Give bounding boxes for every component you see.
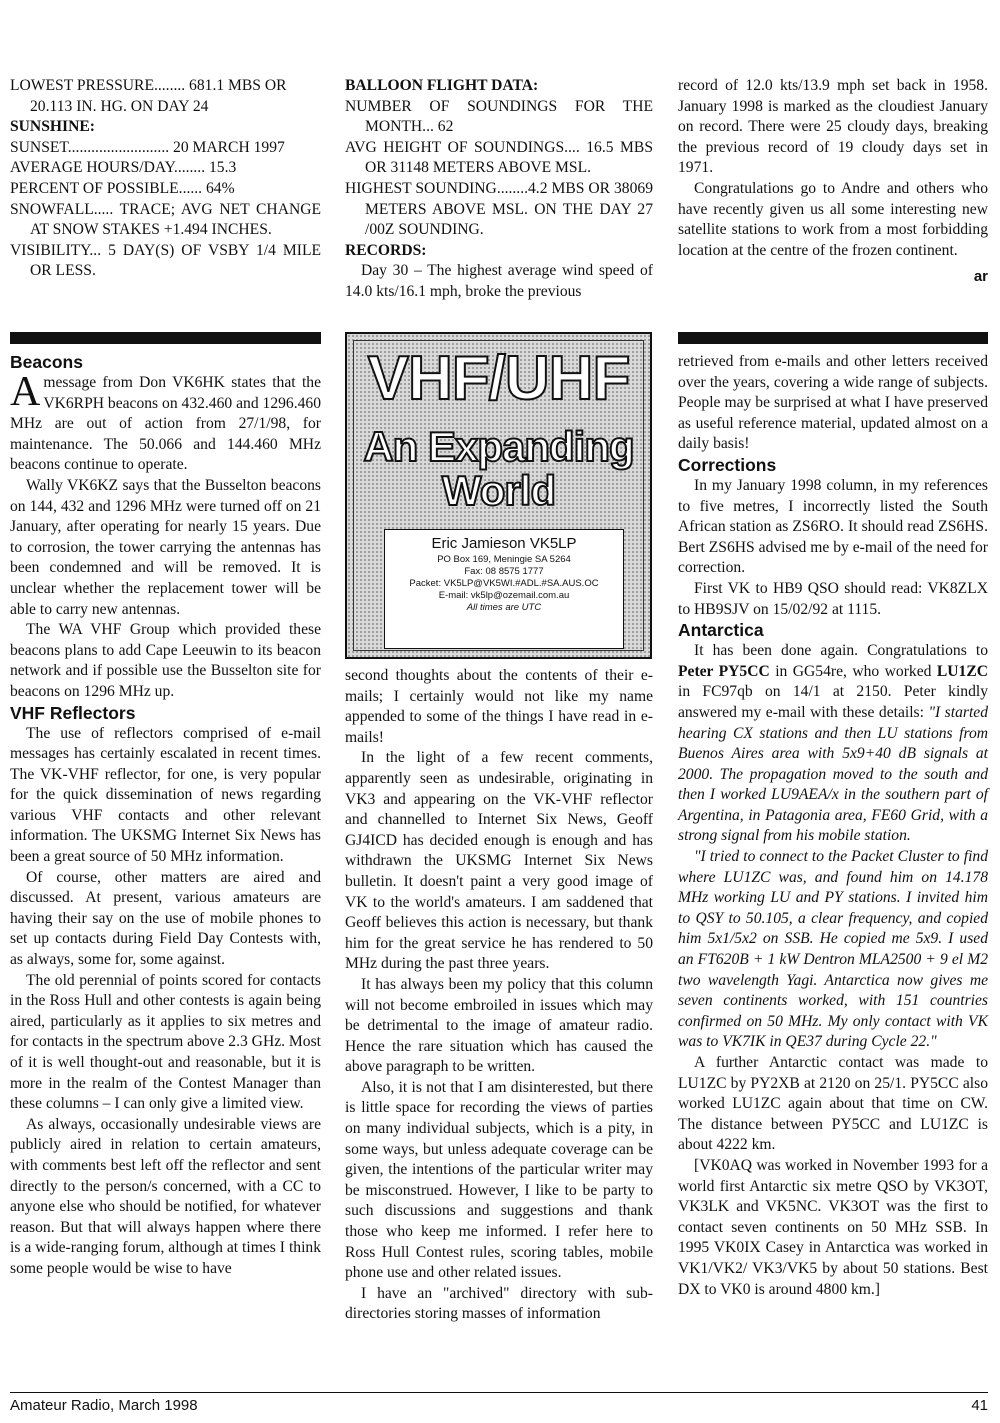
author-packet: Packet: VK5LP@VK5WI.#ADL.#SA.AUS.OC bbox=[409, 578, 599, 589]
corrections-paragraph-2: First VK to HB9 QSO should read: VK8ZLX to HB9SJV on 15/02/92 at 1115. bbox=[678, 579, 988, 618]
reflectors-paragraph-2: Of course, other matters are aired and discussed. At present, various amateurs are having their say on the use of mobile phones to set up contacts during Field Day Contests with, as always, some for, some against. bbox=[10, 868, 321, 969]
author-email: E-mail: vk5lp@ozemail.com.au bbox=[438, 590, 570, 601]
footer-publication: Amateur Radio, March 1998 bbox=[10, 1397, 198, 1414]
corrections-paragraph-1: In my January 1998 column, in my references to five metres, I incorrectly listed the South African station as ZS6RO. It should read ZS6HS. Bert ZS6HS advised me by e-mail of the need for correction. bbox=[678, 476, 988, 577]
article-end-signature: ar bbox=[973, 268, 988, 286]
balloon-flight-column bbox=[345, 76, 653, 303]
archive-paragraph: retrieved from e-mails and other letters received over the years, covering a wide range of subjects. People may be surprised at what I have preserved as useful reference material, updated almost on a daily basis! bbox=[678, 353, 988, 453]
drop-cap-letter: A bbox=[10, 369, 41, 415]
congratulations-paragraph: Congratulations go to Andre and others who have recently given us all some interesting new satellite stations to work from a most forbidding location at the centre of the frozen continent. bbox=[678, 179, 988, 259]
main-column-right bbox=[678, 352, 988, 1300]
page-footer bbox=[10, 1392, 988, 1414]
callsign-py5cc: Peter PY5CC bbox=[678, 662, 770, 680]
reflectors-paragraph-4: As always, occasionally undesirable views are publicly aired in relation to certain amateurs, with comments best left off the reflector and sent directly to the person/s concerned, with a CC to anyone else who should be notified, for whatever reason. But that will always happen where there is a wide-ranging forum, although at times I think some people would be wise to have bbox=[10, 1115, 321, 1277]
middle-paragraph-2: In the light of a few recent comments, apparently seen as undesirable, originating in VK3 and appearing on the VK-VHF reflector and channelled to Internet Six News, Geoff GJ4ICD has decided enough is enough and has withdrawn the UKSMG Internet Six News bulletin. It doesn't paint a very good image of VK to the world's amateurs. I am saddened that Geoff believes this action is necessary, but thank him for the great service he has rendered to 50 MHz during the past three years. bbox=[345, 749, 653, 973]
reflectors-paragraph-1: The use of reflectors comprised of e-mail messages has certainly escalated in recent times. The VK-VHF reflector, for one, is very popular for the quick dissemination of news regarding various VHF contacts and other relevant information. The UKSMG Internet Six News has been a great source of 50 MHz information. bbox=[10, 724, 321, 866]
antarctica-quote-paragraph: "I tried to connect to the Packet Cluster to find where LU1ZC was, and found him on 14.178 MHz working LU and PY stations. I invited him to QSY to 50.105, a clear frequency, and copied him 5x1/5x2 on SSB. He copied me 5x9. I used an FT620B + 1 kW Dentron MLA2500 + 9 el M2 two wavelength Yagi. Antarctica now gives me seven continents worked, with 151 countries confirmed on 50 MHz. My only contact with VK was to VK7IK in QE37 during Cycle 22." bbox=[678, 848, 988, 1051]
records-text: Day 30 – The highest average wind speed of 14.0 kts/16.1 mph, broke the previous bbox=[345, 262, 653, 300]
section-heading-antarctica: Antarctica bbox=[678, 620, 764, 641]
snowfall-line: SNOWFALL..... TRACE; AVG NET CHANGE AT SNOW STAKES +1.494 INCHES. bbox=[10, 200, 321, 239]
middle-paragraph-4: Also, it is not that I am disinterested, but there is little space for recording the views of parties on many individual subjects, which is a pity, in some ways, but unless adequate coverage can be given, the intentions of the particular writer may be misconstrued. However, I like to be party to such discussions and suggestions and thank those who keep me informed. I refer here to Ross Hull Contest rules, scoring tables, mobile phone use and other related issues. bbox=[345, 1078, 653, 1282]
weather-summary-column bbox=[10, 76, 321, 282]
percent-possible-line: PERCENT OF POSSIBLE...... 64% bbox=[10, 179, 235, 197]
author-contact-box bbox=[384, 529, 624, 649]
beacons-paragraph-1: A message from Don VK6HK states that the VK6RPH beacons on 432.460 and 1296.460 MHz are out of action from 27/1/98, for maintenance. The 50.066 and 144.460 MHz beacons continue to operate. bbox=[10, 369, 321, 474]
beacons-paragraph-2: Wally VK6KZ says that the Busselton beacons on 144, 432 and 1296 MHz were turned off on 21 January, after operating for nearly 15 years. Due to corrosion, the tower carrying the antennas has been condemned and will be removed. It is unclear whether the replacement tower will be able to carry new antennas. bbox=[10, 476, 321, 618]
visibility-line: VISIBILITY... 5 DAY(S) OF VSBY 1/4 MILE OR LESS. bbox=[10, 241, 321, 280]
title-line-vhf-uhf: VHF/UHF bbox=[367, 344, 630, 413]
callsign-lu1zc: LU1ZC bbox=[936, 662, 988, 680]
sunset-line: SUNSET.......................... 20 MARCH 1997 bbox=[10, 138, 285, 156]
antarctica-paragraph-3: A further Antarctic contact was made to LU1ZC by PY2XB at 2120 on 25/1. PY5CC also worked LU1ZC again about that time on CW. The distance between PY5CC and LU1ZC is about 4222 km. bbox=[678, 1054, 988, 1154]
section-heading-beacons: Beacons bbox=[10, 352, 83, 372]
middle-paragraph-5: I have an "archived" directory with sub-directories storing masses of information bbox=[345, 1284, 653, 1323]
sunshine-heading: SUNSHINE: bbox=[10, 118, 95, 136]
author-name: Eric Jamieson VK5LP bbox=[431, 535, 577, 552]
weather-records-column bbox=[678, 76, 988, 288]
middle-paragraph-3: It has always been my policy that this column will not become embroiled in issues which may be detrimental to the image of amateur radio. Hence the rare situation which has caused the above paragraph to be written. bbox=[345, 975, 653, 1076]
highest-sounding-line: HIGHEST SOUNDING........4.2 MBS OR 38069 METERS ABOVE MSL. ON THE DAY 27 /00Z SOUNDING. bbox=[345, 179, 653, 239]
author-fax: Fax: 08 8575 1777 bbox=[464, 566, 544, 577]
cloudiest-paragraph: record of 12.0 kts/13.9 mph set back in 1958. January 1998 is marked as the cloudiest January on record. There were 25 cloudy days, breaking the previous record of 19 cloudy days set in 1971. bbox=[678, 77, 988, 177]
reflectors-paragraph-3: The old perennial of points scored for contacts in the Ross Hull and other contests is again being aired, particularly as it applies to six metres and for contacts in the spectrum above 2.3 GHz. Most of it is well thought-out and reasonable, but it is more in the realm of the Contest Manager than these columns – I can only give a limited view. bbox=[10, 971, 321, 1113]
avg-hours-line: AVERAGE HOURS/DAY........ 15.3 bbox=[10, 159, 237, 177]
column-title-box bbox=[345, 332, 652, 659]
title-line-world: World bbox=[441, 467, 556, 514]
beacons-paragraph-3: The WA VHF Group which provided these beacons plans to add Cape Leeuwin to its beacon network and if possible use the Busselton site for beacons on 1296 MHz up. bbox=[10, 621, 321, 700]
balloon-flight-heading: BALLOON FLIGHT DATA: bbox=[345, 77, 539, 94]
times-note: All times are UTC bbox=[466, 602, 542, 613]
avg-height-line: AVG HEIGHT OF SOUNDINGS.... 16.5 MBS OR 31148 METERS ABOVE MSL. bbox=[345, 138, 653, 177]
section-heading-corrections: Corrections bbox=[678, 454, 777, 475]
quoted-details: "I started hearing CX stations and then LU stations from Buenos Aires area with 5x9+40 dB signals at 2000. The propagation moved to the south and then I worked LU9AEA/x in the southern part of Argentina, in Patagonia area, FE60 Grid, with a strong signal from his mobile station. bbox=[678, 703, 988, 845]
column-rule-right bbox=[678, 332, 988, 344]
main-column-left bbox=[10, 352, 321, 1280]
antarctica-paragraph-4: [VK0AQ was worked in November 1993 for a world first Antarctic six metre QSO by VK3OT, VK3LK and VK5NC. VK3OT was the first to contact seven continents on 50 MHz SSB. In 1995 VK0IX Casey in Antarctica was worked in VK1/VK2/ VK3/VK5 by about 50 stations. Best DX to VK0 is around 4800 km.] bbox=[678, 1156, 988, 1298]
title-line-expanding: An Expanding bbox=[363, 423, 634, 470]
lowest-pressure-line: LOWEST PRESSURE........ 681.1 MBS OR 20.113 IN. HG. ON DAY 24 bbox=[10, 77, 287, 115]
middle-paragraph-1: second thoughts about the contents of their e-mails; I certainly would not like my name appended to some of the things I have read in e-mails! bbox=[345, 667, 653, 746]
author-address: PO Box 169, Meningie SA 5264 bbox=[437, 554, 571, 565]
page-number: 41 bbox=[971, 1397, 988, 1414]
main-column-middle bbox=[345, 666, 653, 1325]
records-heading: RECORDS: bbox=[345, 241, 427, 259]
soundings-count-line: NUMBER OF SOUNDINGS FOR THE MONTH... 62 bbox=[345, 97, 653, 136]
column-rule-left bbox=[10, 332, 321, 344]
section-heading-vhf-reflectors: VHF Reflectors bbox=[10, 702, 136, 723]
antarctica-paragraph-1: It has been done again. Congratulations to Peter PY5CC in GG54re, who worked LU1ZC in FC97qb on 14/1 at 2150. Peter kindly answered my e-mail with these details: "I started hearing CX stations and then LU stations from Buenos Aires area with 5x9+40 dB signals at 2000. The propagation moved to the south and then I worked LU9AEA/x in the southern part of Argentina, in Patagonia area, FE60 Grid, with a strong signal from his mobile station. bbox=[678, 642, 988, 845]
